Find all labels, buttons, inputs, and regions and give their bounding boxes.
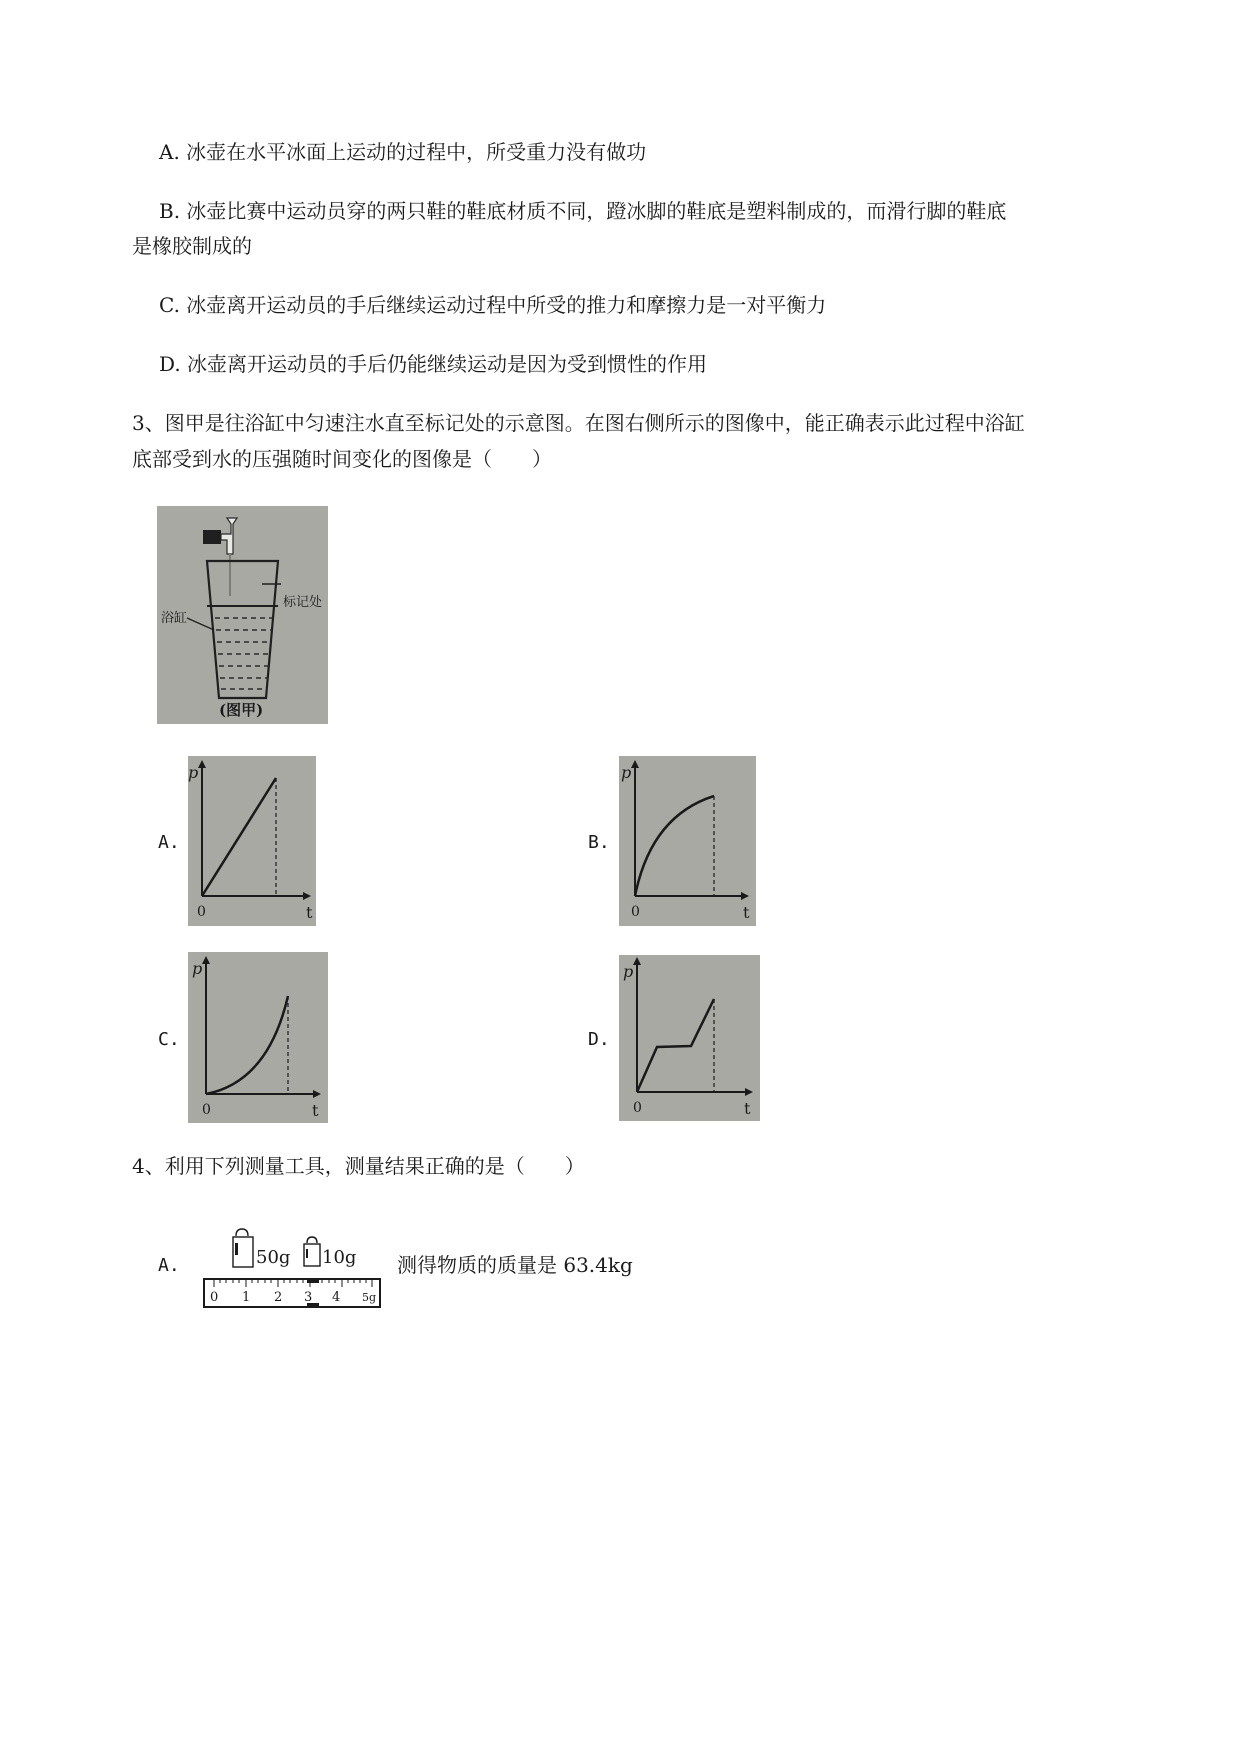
rider-icon: [307, 1278, 319, 1283]
weight-10g-label: 10g: [322, 1247, 357, 1268]
x-axis-label: t: [744, 1099, 751, 1118]
weight-50g-icon: [233, 1229, 253, 1267]
scale-tick-2: 2: [274, 1290, 283, 1305]
q3-option-b-label: B.: [588, 832, 610, 853]
q3-stem-line2: 底部受到水的压强随时间变化的图像是（ ）: [132, 447, 552, 471]
origin-label: 0: [197, 904, 206, 920]
scale-tick-0: 0: [210, 1290, 219, 1305]
q2-option-c: C. 冰壶离开运动员的手后继续运动过程中所受的推力和摩擦力是一对平衡力: [159, 293, 827, 317]
y-axis-label: p: [621, 763, 632, 782]
q4-option-a-label: A.: [158, 1255, 180, 1276]
q3-graph-c: [188, 952, 328, 1123]
q2-option-d: D. 冰壶离开运动员的手后仍能继续运动是因为受到惯性的作用: [159, 352, 708, 376]
figure-caption: (图甲): [219, 701, 264, 719]
tub-label: 浴缸: [161, 611, 188, 626]
curve-rise-flat-rise: [637, 999, 714, 1092]
balance-figure: [200, 1225, 386, 1311]
q4-option-a-text: 测得物质的质量是 63.4kg: [397, 1253, 633, 1277]
q4-stem: 4、利用下列测量工具，测量结果正确的是（ ）: [132, 1154, 585, 1178]
y-axis-label: p: [192, 959, 203, 978]
beam-scale: [204, 1279, 380, 1307]
curve-concave-down: [635, 796, 714, 896]
q2-option-b-line1: B. 冰壶比赛中运动员穿的两只鞋的鞋底材质不同，蹬冰脚的鞋底是塑料制成的，而滑行脚的鞋底: [159, 199, 1007, 223]
q3-option-c-label: C.: [158, 1029, 180, 1050]
scale-tick-3: 3: [304, 1290, 313, 1305]
q3-option-a-label: A.: [158, 832, 180, 853]
q3-graph-a: [188, 756, 316, 926]
weight-50g-label: 50g: [256, 1247, 291, 1268]
q2-option-b-line2: 是橡胶制成的: [132, 234, 252, 258]
x-axis-label: t: [306, 903, 313, 922]
faucet-icon: [221, 518, 237, 554]
weight-10g-icon: [304, 1237, 320, 1266]
curve-linear: [202, 778, 276, 896]
mark-label: 标记处: [283, 595, 323, 610]
q3-graph-d: [619, 955, 760, 1121]
x-axis-label: t: [743, 903, 750, 922]
origin-label: 0: [202, 1102, 211, 1118]
q3-option-d-label: D.: [588, 1029, 610, 1050]
scale-tick-5: 5g: [362, 1291, 377, 1304]
scale-tick-1: 1: [242, 1290, 251, 1305]
x-axis-label: t: [312, 1101, 319, 1120]
q3-stem-line1: 3、图甲是往浴缸中匀速注水直至标记处的示意图。在图右侧所示的图像中，能正确表示此过程中浴缸: [132, 411, 1025, 435]
q3-graph-b: [619, 756, 756, 926]
y-axis-label: p: [188, 763, 199, 782]
curve-concave-up: [206, 996, 288, 1094]
q2-option-a: A. 冰壶在水平冰面上运动的过程中，所受重力没有做功: [159, 140, 647, 164]
origin-label: 0: [631, 904, 640, 920]
scale-tick-4: 4: [332, 1290, 341, 1305]
origin-label: 0: [633, 1100, 642, 1116]
y-axis-label: p: [623, 962, 634, 981]
faucet-handle-icon: [203, 530, 221, 544]
bathtub-figure: [157, 506, 328, 724]
